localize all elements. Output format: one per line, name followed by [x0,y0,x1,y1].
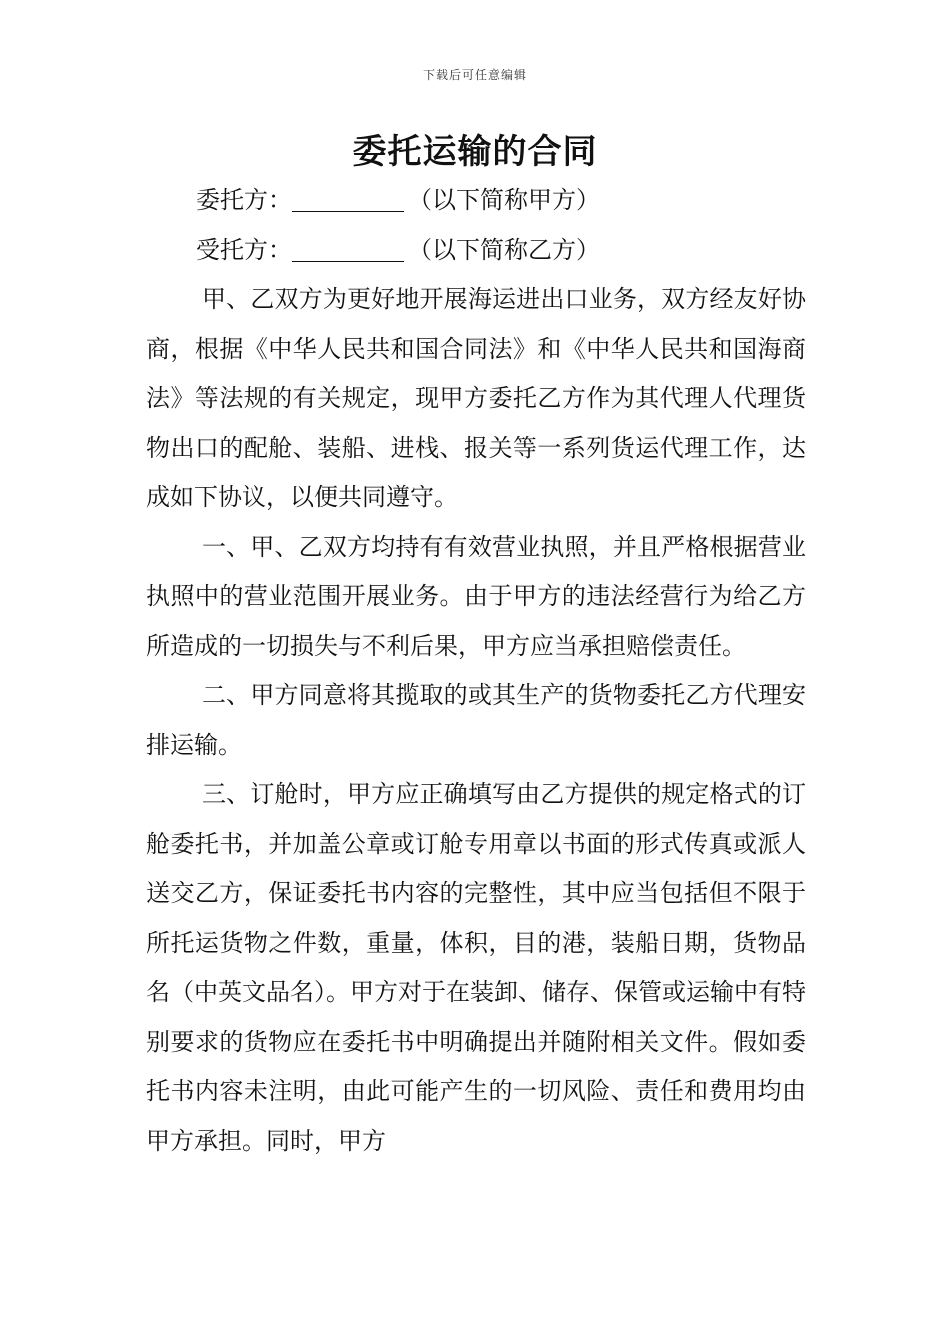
party-entrusted-label: 受托方： [196,235,292,264]
header-note: 下载后可任意编辑 [422,68,527,82]
party-entrusting-blank [292,187,404,212]
party-entrusted-line [146,226,806,276]
paragraph-clause-1: 一、甲、乙双方均持有有效营业执照，并且严格根据营业执照中的营业范围开展业务。由于甲方的违法经营行为给乙方所造成的一切损失与不利后果，甲方应当承担赔偿责任。 [146,532,806,660]
document-title: 委托运输的合同 [352,132,598,172]
paragraph-clause-3: 三、订舱时，甲方应正确填写由乙方提供的规定格式的订舱委托书，并加盖公章或订舱专用章以书面的形式传真或派人送交乙方，保证委托书内容的完整性，其中应当包括但不限于所托运货物之件数，重量，体积，目的港，装船日期，货物品名（中英文品名）。甲方对于在装卸、储存、保管或运输中有特别要求的货物应在委托书中明确提出并随附相关文件。假如委托书内容未注明，由此可能产生的一切风险、责任和费用均由甲方承担。同时，甲方 [146,780,806,1155]
party-entrusting-line [146,176,806,226]
party-entrusted-blank [292,237,404,262]
party-entrusted-suffix: （以下简称乙方） [408,235,600,264]
party-entrusting-label: 委托方： [196,186,292,214]
paragraph-clause-2: 二、甲方同意将其揽取的或其生产的货物委托乙方代理安排运输。 [146,681,806,759]
party-entrusting-suffix: （以下简称甲方） [408,186,600,214]
contract-body [146,176,806,1166]
paragraph-preamble: 甲、乙双方为更好地开展海运进出口业务，双方经友好协商，根据《中华人民共和国合同法》和《中华人民共和国海商法》等法规的有关规定，现甲方委托乙方作为其代理人代理货物出口的配舱、装船、进栈、报关等一系列货运代理工作，达成如下协议，以便共同遵守。 [146,285,806,511]
